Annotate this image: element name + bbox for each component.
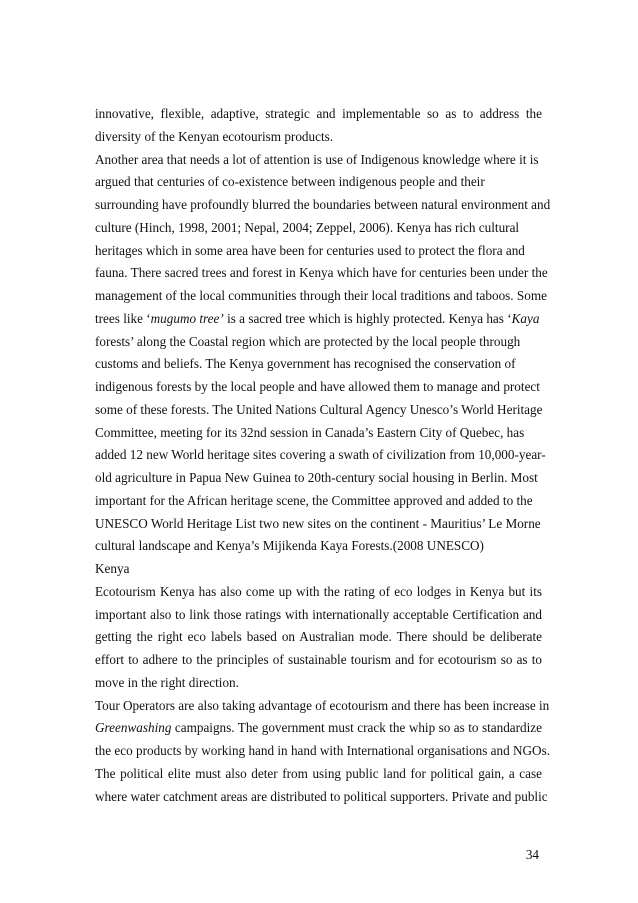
text-line: old agriculture in Papua New Guinea to 20th-century social housing in Berlin. Most <box>95 470 538 485</box>
text-line: diversity of the Kenyan ecotourism products. <box>95 128 334 144</box>
text-line: heritages which in some area have been for centuries used to protect the flora and <box>95 242 525 258</box>
italic-text: Kaya <box>511 310 540 326</box>
text-line: Committee, meeting for its 32nd session in Canada’s Eastern City of Quebec, has <box>95 424 525 440</box>
text-line: added 12 new World heritage sites covering a swath of civilization from 10,000-year- <box>95 447 546 463</box>
text-line: important also to link those ratings with internationally acceptable Certification and <box>95 606 542 622</box>
text-line: Kenya <box>95 561 130 576</box>
text-line: UNESCO World Heritage List two new sites on the continent - Mauritius’ Le Morne <box>95 515 541 531</box>
text-span: is a sacred tree which is highly protected. Kenya has ‘ <box>223 310 512 326</box>
text-line: culture (Hinch, 1998, 2001; Nepal, 2004; Zeppel, 2006). Kenya has rich cultural <box>95 219 520 235</box>
text-line: move in the right direction. <box>95 674 239 690</box>
text-line: indigenous forests by the local people and have allowed them to manage and protect <box>95 379 540 394</box>
text-line: forests’ along the Coastal region which are protected by the local people through <box>95 333 521 349</box>
text-line: cultural landscape and Kenya’s Mijikenda Kaya Forests.(2008 UNESCO) <box>95 538 484 554</box>
page-number: 34 <box>525 847 539 862</box>
text-line: fauna. There sacred trees and forest in Kenya which have for centuries been under the <box>95 265 548 281</box>
text-line: Ecotourism Kenya has also come up with the rating of eco lodges in Kenya but its <box>95 583 542 599</box>
text-line: some of these forests. The United Nations Cultural Agency Unesco’s World Heritage <box>95 401 543 417</box>
text-line: The political elite must also deter from using public land for political gain, a case <box>95 765 542 781</box>
text-line: the eco products by working hand in hand with International organisations and NGOs. <box>95 743 551 758</box>
text-line: effort to adhere to the principles of sustainable tourism and for ecotourism so as to <box>95 652 542 667</box>
text-line: where water catchment areas are distributed to political supporters. Private and public <box>95 788 548 804</box>
italic-text: Greenwashing <box>95 720 172 736</box>
text-line: getting the right eco labels based on Australian mode. There should be deliberate <box>95 629 542 645</box>
text-line: surrounding have profoundly blurred the boundaries between natural environment and <box>95 197 551 212</box>
text-line <box>95 308 542 331</box>
text-span: trees like ‘ <box>95 310 151 326</box>
text-line: Tour Operators are also taking advantage of ecotourism and there has been increase in <box>95 697 550 713</box>
text-line: innovative, flexible, adaptive, strategic and implementable so as to address the <box>95 106 542 121</box>
text-line: Another area that needs a lot of attention is use of Indigenous knowledge where it is <box>95 151 539 167</box>
text-line: important for the African heritage scene, the Committee approved and added to the <box>95 492 533 508</box>
text-line: argued that centuries of co-existence between indigenous people and their <box>95 174 485 190</box>
text-span: campaigns. The government must crack the whip so as to standardize <box>171 720 542 736</box>
italic-text: mugumo tree’ <box>150 310 224 326</box>
text-line <box>95 717 542 740</box>
text-line: customs and beliefs. The Kenya government has recognised the conservation of <box>95 356 516 372</box>
text-line: management of the local communities through their local traditions and taboos. Some <box>95 288 547 303</box>
body-text <box>95 103 551 808</box>
